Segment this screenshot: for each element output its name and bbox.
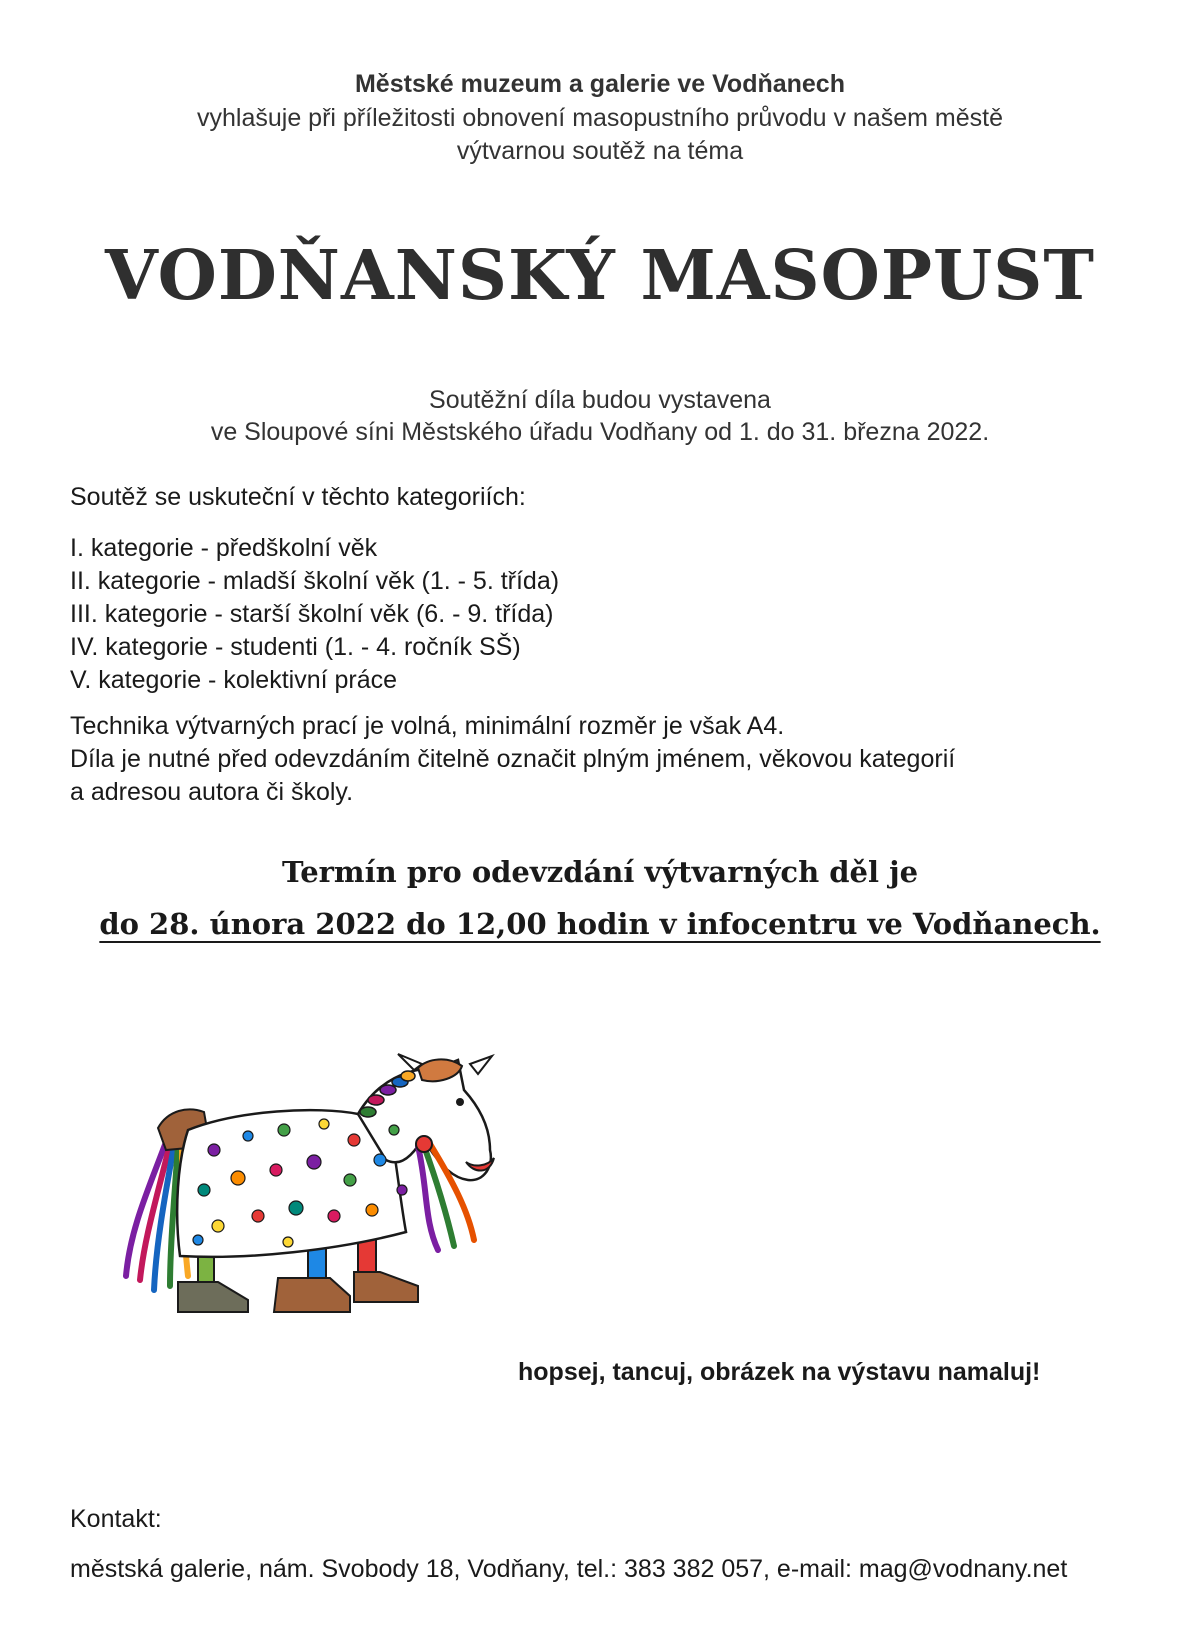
intro-line-1: vyhlašuje při příležitosti obnovení masopustního průvodu v našem městě <box>197 104 1003 132</box>
technique-line-3: a adresou autora či školy. <box>70 778 354 806</box>
slogan: hopsej, tancuj, obrázek na výstavu namaluj! <box>518 1358 1041 1386</box>
technique-line-2: Díla je nutné před odevzdáním čitelně označit plným jménem, věkovou kategorií <box>70 745 956 773</box>
contact-info: městská galerie, nám. Svobody 18, Vodňany, tel.: 383 382 057, e-mail: mag@vodnany.net <box>70 1555 1068 1583</box>
exhibition-line-1: Soutěžní díla budou vystavena <box>429 386 771 414</box>
categories-intro: Soutěž se uskuteční v těchto kategoriích: <box>70 483 526 511</box>
category-item: III. kategorie - starší školní věk (6. - 9. třída) <box>70 600 554 628</box>
category-item: V. kategorie - kolektivní práce <box>70 666 398 694</box>
contact-label: Kontakt: <box>70 1505 162 1533</box>
carnival-horse-costume-icon <box>118 1050 538 1350</box>
technique-paragraph <box>70 710 955 809</box>
page-title: VODŇANSKÝ MASOPUST <box>105 236 1095 316</box>
intro-line-2: výtvarnou soutěž na téma <box>456 137 744 165</box>
technique-line-1: Technika výtvarných prací je volná, minimální rozměr je však A4. <box>70 712 785 740</box>
deadline-line-2 <box>0 907 1200 941</box>
deadline-line-1: Termín pro odevzdání výtvarných děl je <box>281 855 919 889</box>
category-item: II. kategorie - mladší školní věk (1. - 5. třída) <box>70 567 560 595</box>
exhibition-line-2: ve Sloupové síni Městského úřadu Vodňany od 1. do 31. března 2022. <box>210 418 990 446</box>
category-item: I. kategorie - předškolní věk <box>70 534 378 562</box>
category-list <box>70 532 559 697</box>
deadline-date: do 28. února 2022 do 12,00 hodin v infocentru ve Vodňanech. <box>99 907 1101 941</box>
organization-name: Městské muzeum a galerie ve Vodňanech <box>354 70 845 98</box>
category-item: IV. kategorie - studenti (1. - 4. ročník SŠ) <box>70 633 521 661</box>
